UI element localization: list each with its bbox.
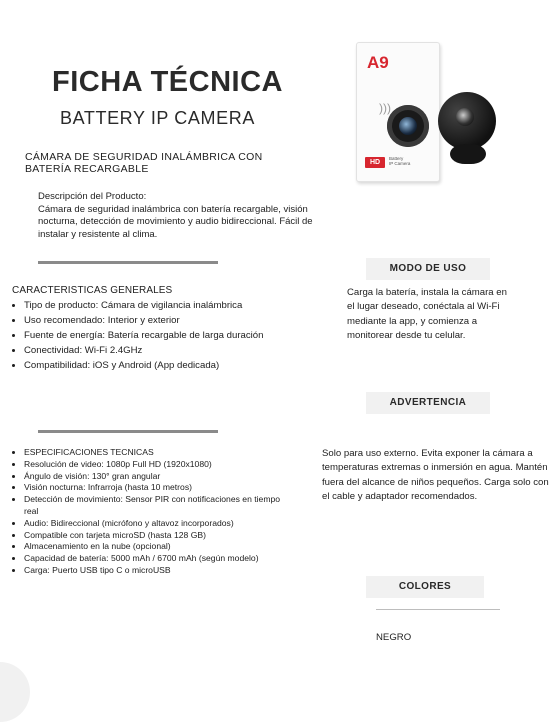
color-value: NEGRO [376, 632, 412, 643]
list-item: • Compatibilidad: iOS y Android (App dedicada) [24, 358, 314, 373]
list-item: • Tipo de producto: Cámara de vigilancia inalámbrica [24, 298, 314, 313]
camera-device [438, 92, 496, 150]
specs-list [10, 447, 284, 577]
general-list [10, 298, 314, 373]
description-label: Descripción del Producto: [38, 191, 147, 202]
usage-text: Carga la batería, instala la cámara en el lugar deseado, conéctala al Wi-Fi mediante la app, y comienza a monitorear desde tu celular. [347, 287, 507, 342]
list-item: • Audio: Bidireccional (micrófono y altavoz incorporados) [24, 518, 284, 530]
camera-lens-icon [456, 108, 474, 126]
list-item: • Ángulo de visión: 130° gran angular [24, 471, 284, 483]
usage-label: MODO DE USO [366, 258, 490, 280]
page-title: FICHA TÉCNICA [52, 66, 283, 98]
list-item: • Resolución de video: 1080p Full HD (1920x1080) [24, 459, 284, 471]
colors-label: COLORES [366, 576, 484, 598]
product-image [352, 40, 504, 192]
corner-decoration [0, 662, 30, 722]
list-item: • ESPECIFICACIONES TECNICAS [24, 447, 284, 459]
list-item: • Fuente de energía: Batería recargable de larga duración [24, 328, 314, 343]
warning-label: ADVERTENCIA [366, 392, 490, 414]
list-item: • Capacidad de batería: 5000 mAh / 6700 mAh (según modelo) [24, 553, 284, 565]
list-item: • Carga: Puerto USB tipo C o microUSB [24, 565, 284, 577]
product-description [38, 191, 338, 241]
product-heading: CÁMARA DE SEGURIDAD INALÁMBRICA CON BATERÍA RECARGABLE [25, 151, 263, 175]
list-item: • Almacenamiento en la nube (opcional) [24, 541, 284, 553]
list-item: • Conectividad: Wi-Fi 2.4GHz [24, 343, 314, 358]
lens-icon [399, 117, 417, 135]
general-title: CARACTERISTICAS GENERALES [12, 285, 173, 296]
divider [38, 430, 218, 433]
product-box [356, 42, 440, 182]
warning-text: Solo para uso externo. Evita exponer la cámara a temperaturas extremas o inmersión en agua. Mantén fuera del alcance de niños pequeños. Carga solo con el cable y adaptador recomendados. [322, 448, 549, 503]
camera-base [450, 144, 486, 164]
box-brand-label: A9 [367, 53, 389, 72]
page-subtitle: BATTERY IP CAMERA [60, 108, 255, 128]
description-text: Cámara de seguridad inalámbrica con batería recargable, visión nocturna, detección de movimiento y audio bidireccional. Fácil de instalar y resistente al clima. [38, 203, 313, 240]
divider [38, 261, 218, 264]
divider [376, 609, 500, 610]
camera-on-box [387, 105, 429, 147]
list-item: • Visión nocturna: Infrarroja (hasta 10 metros) [24, 482, 284, 494]
hd-badge: HD [365, 157, 385, 168]
list-item: • Detección de movimiento: Sensor PIR con notificaciones en tiempo real [24, 494, 284, 518]
list-item: • Compatible con tarjeta microSD (hasta 128 GB) [24, 530, 284, 542]
list-item: • Uso recomendado: Interior y exterior [24, 313, 314, 328]
box-caption: Battery IP Camera [389, 156, 411, 166]
wifi-icon: ))) [379, 101, 391, 115]
